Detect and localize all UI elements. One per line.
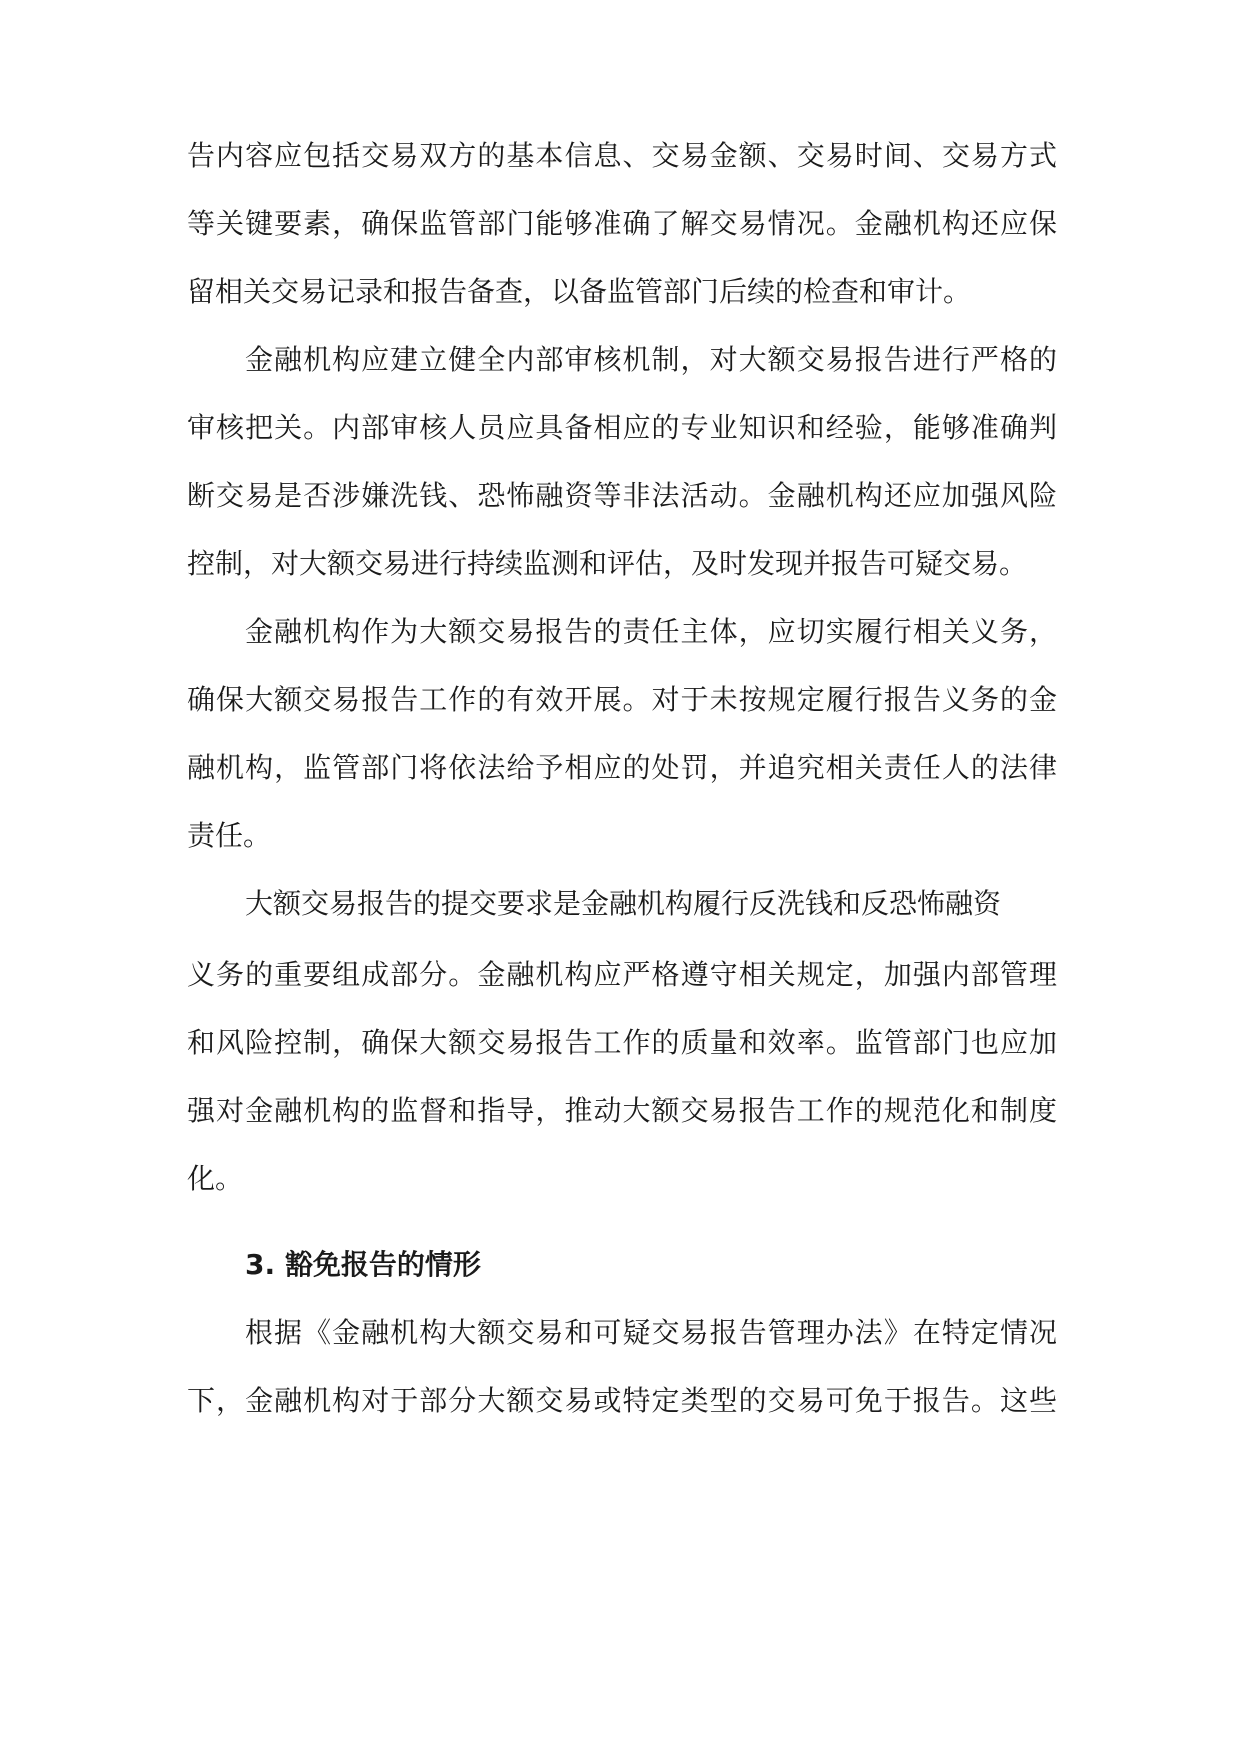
paragraph-4-line-3: 和风险控制，确保大额交易报告工作的质量和效率。监管部门也应加 (187, 1026, 1057, 1059)
paragraph-1-line-3: 留相关交易记录和报告备查，以备监管部门后续的检查和审计。 (187, 275, 972, 308)
paragraph-2-line-2: 审核把关。内部审核人员应具备相应的专业知识和经验，能够准确判 (187, 411, 1057, 444)
paragraph-2-line-1: 金融机构应建立健全内部审核机制，对大额交易报告进行严格的 (245, 343, 1057, 376)
paragraph-3-line-2: 确保大额交易报告工作的有效开展。对于未按规定履行报告义务的金 (187, 683, 1057, 716)
paragraph-4-line-5: 化。 (187, 1162, 244, 1195)
paragraph-1-line-1: 告内容应包括交易双方的基本信息、交易金额、交易时间、交易方式 (187, 139, 1057, 172)
paragraph-3-line-1: 金融机构作为大额交易报告的责任主体，应切实履行相关义务， (245, 615, 1057, 648)
paragraph-3-line-3: 融机构，监管部门将依法给予相应的处罚，并追究相关责任人的法律 (187, 751, 1057, 784)
paragraph-4-line-4: 强对金融机构的监督和指导，推动大额交易报告工作的规范化和制度 (187, 1094, 1057, 1127)
paragraph-4-line-2: 义务的重要组成部分。金融机构应严格遵守相关规定，加强内部管理 (187, 958, 1057, 991)
paragraph-3-line-4: 责任。 (187, 819, 272, 852)
paragraph-1-line-2: 等关键要素，确保监管部门能够准确了解交易情况。金融机构还应保 (187, 207, 1057, 240)
final-paragraph-line-2: 下，金融机构对于部分大额交易或特定类型的交易可免于报告。这些 (187, 1384, 1057, 1417)
paragraph-4-line-1: 大额交易报告的提交要求是金融机构履行反洗钱和反恐怖融资 (245, 887, 1002, 920)
paragraph-2-line-3: 断交易是否涉嫌洗钱、恐怖融资等非法活动。金融机构还应加强风险 (187, 479, 1057, 512)
paragraph-2-line-4: 控制，对大额交易进行持续监测和评估，及时发现并报告可疑交易。 (187, 547, 1028, 580)
final-paragraph-line-1: 根据《金融机构大额交易和可疑交易报告管理办法》在特定情况 (245, 1316, 1057, 1349)
section-heading: 3. 豁免报告的情形 (245, 1248, 481, 1281)
